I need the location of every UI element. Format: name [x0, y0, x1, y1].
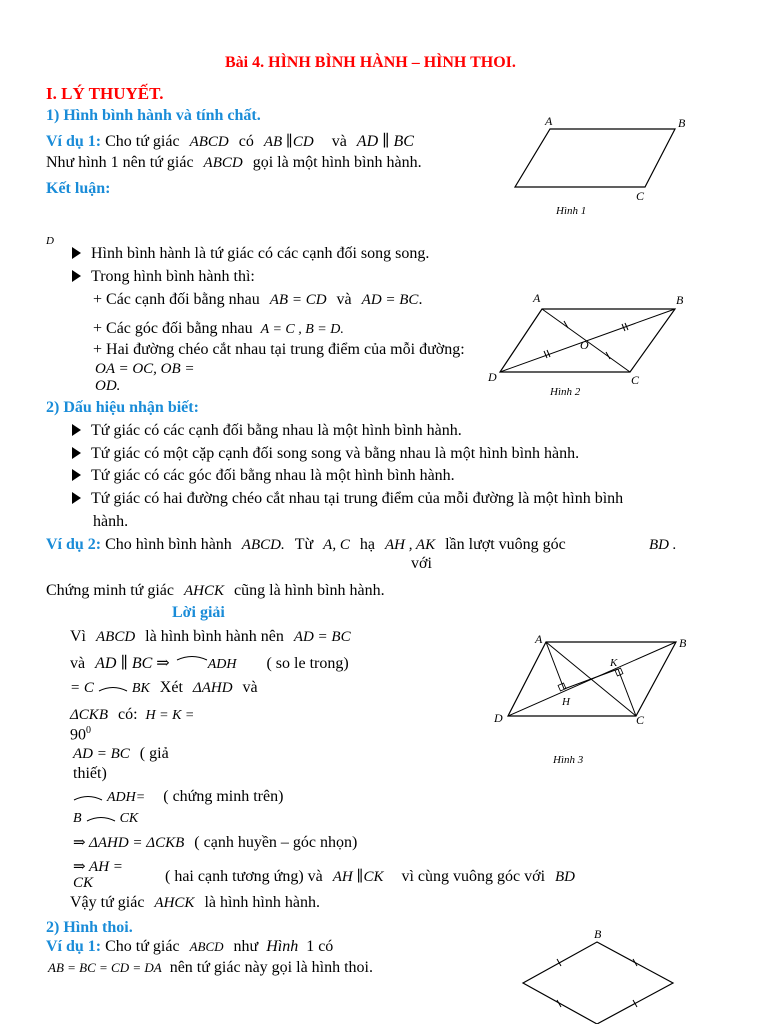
property-bullet-1: Hình bình hành là tứ giác có các cạnh đối song song.: [72, 245, 429, 263]
sign-3: Tứ giác có các góc đối bằng nhau là một hình bình hành.: [72, 467, 455, 485]
solution-line-3: = C BK Xét ΔAHD và: [70, 679, 258, 696]
fig2-label-o: O: [580, 338, 589, 352]
example-3-line2: AB = BC = CD = DA nên tứ giác này gọi là hình thoi.: [48, 959, 373, 976]
fig1-label-c: C: [636, 189, 645, 203]
fig3-label-a: A: [535, 632, 543, 646]
angle-arc-icon: [86, 814, 116, 822]
fig2-label-b: B: [676, 293, 684, 307]
solution-title: Lời giải: [172, 604, 225, 621]
solution-line-6: ADH= ( chứng minh trên): [73, 788, 283, 806]
arrow-bullet-icon: [72, 247, 81, 259]
subsection-signs: 2) Dấu hiệu nhận biết:: [46, 399, 199, 416]
solution-line-8c: ( hai cạnh tương ứng) và AH ∥CK vì cùng vuông góc với BD: [165, 868, 576, 885]
solution-line-1: Vì ABCD là hình bình hành nên AD = BC: [70, 628, 351, 645]
solution-line-8b: CK: [73, 875, 94, 891]
angle-arc-icon: [176, 653, 208, 661]
fig4-label-b: B: [594, 927, 602, 941]
property-diagonals: + Hai đường chéo cắt nhau tại trung điểm của mỗi đường:: [93, 341, 465, 358]
solution-line-4: ΔCKB có: H = K =: [70, 706, 195, 723]
arrow-bullet-icon: [72, 270, 81, 282]
sign-1: Tứ giác có các cạnh đối bằng nhau là một hình bình hành.: [72, 422, 462, 440]
fig2-label-c: C: [631, 373, 640, 387]
property-diagonals-eq2: OD.: [95, 378, 121, 394]
fig1-caption: Hình 1: [556, 205, 587, 217]
sign-4: Tứ giác có hai đường chéo cắt nhau tại trung điểm của mỗi đường là một hình bình: [72, 490, 623, 508]
figure-4-rhombus: [515, 925, 695, 1024]
example-3-line1: Ví dụ 1: Cho tứ giác ABCD như Hình 1 có: [46, 938, 334, 955]
solution-line-7: ⇒ ΔAHD = ΔCKB ( cạnh huyền – góc nhọn): [73, 834, 358, 851]
fig2-caption: Hình 2: [550, 386, 581, 398]
example-2-line1: Ví dụ 2: Cho hình bình hành ABCD. Từ A, C hạ AH , AK lần lượt vuông góc: [46, 536, 566, 553]
fig3-label-d: D: [494, 711, 503, 725]
fig2-label-a: A: [533, 291, 541, 305]
property-sides: + Các cạnh đối bằng nhau AB = CD và AD = BC.: [93, 291, 423, 308]
conclusion-label: Kết luận:: [46, 180, 111, 197]
angle-arc-icon: [73, 793, 103, 801]
fig3-label-h: H: [562, 696, 570, 708]
arrow-bullet-icon: [72, 447, 81, 459]
example-label: Ví dụ 2:: [46, 536, 102, 553]
figure-2-parallelogram: [480, 287, 700, 402]
property-bullet-2: Trong hình bình hành thì:: [72, 268, 255, 286]
fig3-label-b: B: [679, 636, 687, 650]
fig1-label-b: B: [678, 116, 686, 130]
solution-line-9: Vậy tứ giác AHCK là hình hình hành.: [70, 894, 320, 911]
page-title: Bài 4. HÌNH BÌNH HÀNH – HÌNH THOI.: [225, 54, 516, 71]
solution-line-5: AD = BC ( giả: [73, 745, 169, 762]
property-diagonals-eq1: OA = OC, OB =: [95, 361, 195, 377]
example-1-line1: Ví dụ 1: Cho tứ giác ABCD có AB ∥CD và AD ∥ BC: [46, 133, 414, 150]
stray-label-d: D: [46, 235, 54, 247]
angle-arc-icon: [98, 684, 128, 692]
fig1-label-a: A: [545, 114, 553, 128]
figure-1-parallelogram: [505, 112, 705, 222]
arrow-bullet-icon: [72, 424, 81, 436]
fig3-label-c: C: [636, 713, 645, 727]
solution-line-8a: ⇒ AH =: [73, 859, 123, 875]
section-theory: I. LÝ THUYẾT.: [46, 84, 164, 103]
example-1-line2: Như hình 1 nên tứ giác ABCD gọi là một hình bình hành.: [46, 154, 422, 171]
fig2-label-d: D: [488, 370, 497, 384]
solution-line-4-degrees: $90^0$: [70, 725, 91, 744]
sign-4-cont: hành.: [93, 513, 129, 530]
solution-line-2: và AD ∥ BC ⇒ ADH ( so le trong): [70, 655, 349, 672]
subsection-parallelogram: 1) Hình bình hành và tính chất.: [46, 107, 261, 124]
figure-3-parallelogram: [488, 630, 698, 770]
sign-2: Tứ giác có một cặp cạnh đối song song và bằng nhau là một hình bình hành.: [72, 445, 579, 463]
fig3-caption: Hình 3: [553, 754, 584, 766]
fig3-label-k: K: [610, 657, 618, 669]
example-2-voi: với: [411, 555, 432, 572]
example-2-bd: BD .: [649, 537, 677, 553]
solution-line-6b: B CK: [73, 811, 139, 826]
subsection-rhombus: 2) Hình thoi.: [46, 919, 133, 936]
example-label: Ví dụ 1:: [46, 938, 102, 955]
example-2-line2: Chứng minh tứ giác AHCK cũng là hình bình hành.: [46, 582, 385, 599]
arrow-bullet-icon: [72, 469, 81, 481]
example-label: Ví dụ 1:: [46, 133, 102, 150]
solution-line-5-cont: thiết): [73, 765, 107, 782]
arrow-bullet-icon: [72, 492, 81, 504]
property-angles: + Các góc đối bằng nhau A = C , B = D.: [93, 320, 344, 337]
